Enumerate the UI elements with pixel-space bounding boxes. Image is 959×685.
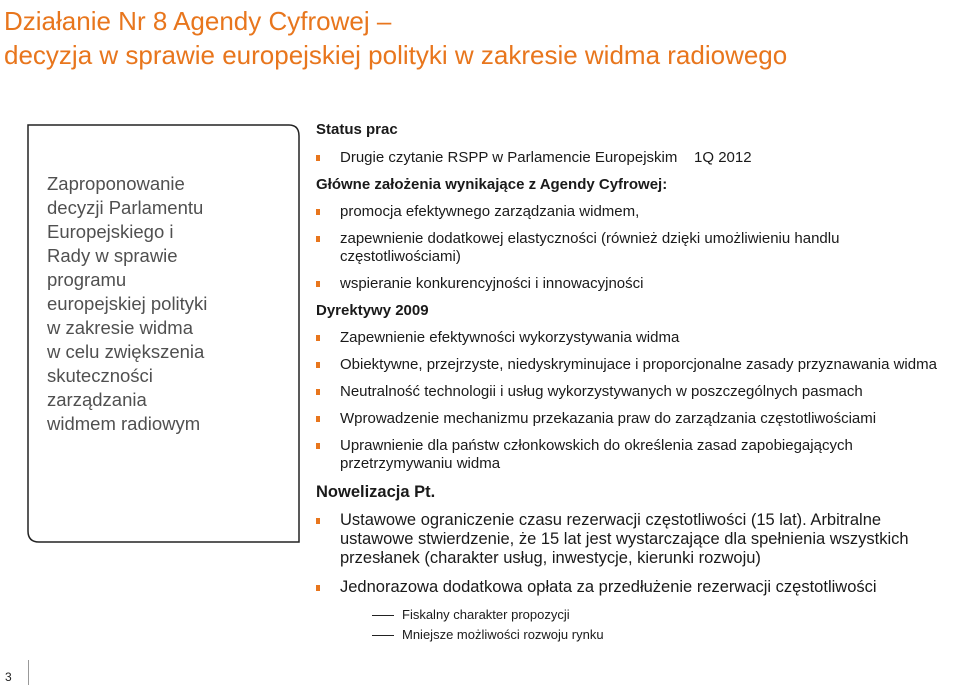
- left-line: zarządzania: [47, 389, 147, 410]
- left-line: Rady w sprawie: [47, 245, 178, 266]
- dash-icon: [372, 615, 394, 616]
- bullet-icon: [316, 389, 320, 395]
- amendment-heading: Nowelizacja Pt.: [316, 483, 436, 501]
- content: [316, 121, 956, 642]
- item-text: Jednorazowa dodatkowa opłata za przedłużenie rezerwacji częstotliwości: [340, 578, 877, 596]
- slide-title-line-2: decyzja w sprawie europejskiej polityki w zakresie widma radiowego: [4, 40, 788, 70]
- item-text: Uprawnienie dla państw członkowskich do określenia zasad zapobiegających przetrzymywaniu widma: [340, 437, 853, 472]
- item-text: Neutralność technologii i usług wykorzystywanych w poszczególnych pasmach: [340, 383, 863, 400]
- left-line: Zaproponowanie: [47, 173, 185, 194]
- list-item: [316, 511, 940, 568]
- item-text: promocja efektywnego zarządzania widmem,: [340, 203, 640, 220]
- item-text: Drugie czytanie RSPP w Parlamencie Europejskim 1Q 2012: [340, 149, 752, 166]
- list-item: [316, 410, 956, 428]
- list-item: [316, 230, 930, 266]
- list-item: [316, 356, 956, 374]
- item-text: Ustawowe ograniczenie czasu rezerwacji częstotliwości (15 lat). Arbitralne ustawowe stwierdzenie, że 15 lat jest wystarczające dla spełnienia wszystkich przesłanek (charakter usług, inwestycje, kierunki rozwoju): [340, 511, 909, 567]
- status-heading: Status prac: [316, 121, 398, 138]
- left-line: skuteczności: [47, 365, 153, 386]
- left-line: w zakresie widma: [47, 317, 193, 338]
- bullet-icon: [316, 362, 320, 368]
- page-number: 3: [5, 670, 12, 684]
- bullet-icon: [316, 518, 320, 524]
- list-item: [316, 149, 956, 167]
- left-line: Europejskiego i: [47, 221, 174, 242]
- directives-heading: Dyrektywy 2009: [316, 302, 429, 319]
- left-line: widmem radiowym: [47, 413, 201, 434]
- left-line: decyzji Parlamentu: [47, 197, 204, 218]
- list-item: [316, 437, 930, 473]
- list-item: [316, 578, 956, 597]
- left-line: europejskiej polityki: [47, 293, 208, 314]
- item-text: zapewnienie dodatkowej elastyczności (również dzięki umożliwieniu handlu częstotliwościami): [340, 230, 840, 265]
- left-line: programu: [47, 269, 127, 290]
- bullet-icon: [316, 155, 320, 161]
- list-item: [316, 275, 956, 293]
- left-line: w celu zwiększenia: [47, 341, 205, 362]
- item-text: Zapewnienie efektywności wykorzystywania widma: [340, 329, 680, 346]
- bullet-icon: [316, 416, 320, 422]
- item-text: Obiektywne, przejrzyste, niedyskryminujace i proporcjonalne zasady przyznawania widma: [340, 356, 937, 373]
- list-item: [316, 203, 956, 221]
- sub-list-item: [316, 627, 956, 642]
- item-text: wspieranie konkurencyjności i innowacyjności: [340, 275, 644, 292]
- bullet-icon: [316, 585, 320, 591]
- list-item: [316, 329, 956, 347]
- slide-title-line-1: Działanie Nr 8 Agendy Cyfrowej –: [4, 6, 392, 36]
- slide-title: [4, 4, 944, 72]
- assumptions-heading: Główne założenia wynikające z Agendy Cyfrowej:: [316, 176, 668, 193]
- page-divider: [28, 660, 29, 685]
- bullet-icon: [316, 281, 320, 287]
- list-item: [316, 383, 956, 401]
- bullet-icon: [316, 335, 320, 341]
- sub-list-item: [316, 607, 956, 622]
- left-box-text: [47, 172, 252, 436]
- item-text: Mniejsze możliwości rozwoju rynku: [402, 627, 604, 642]
- bullet-icon: [316, 209, 320, 215]
- item-text: Fiskalny charakter propozycji: [402, 607, 570, 622]
- item-text: Wprowadzenie mechanizmu przekazania praw do zarządzania częstotliwościami: [340, 410, 877, 427]
- bullet-icon: [316, 443, 320, 449]
- bullet-icon: [316, 236, 320, 242]
- dash-icon: [372, 635, 394, 636]
